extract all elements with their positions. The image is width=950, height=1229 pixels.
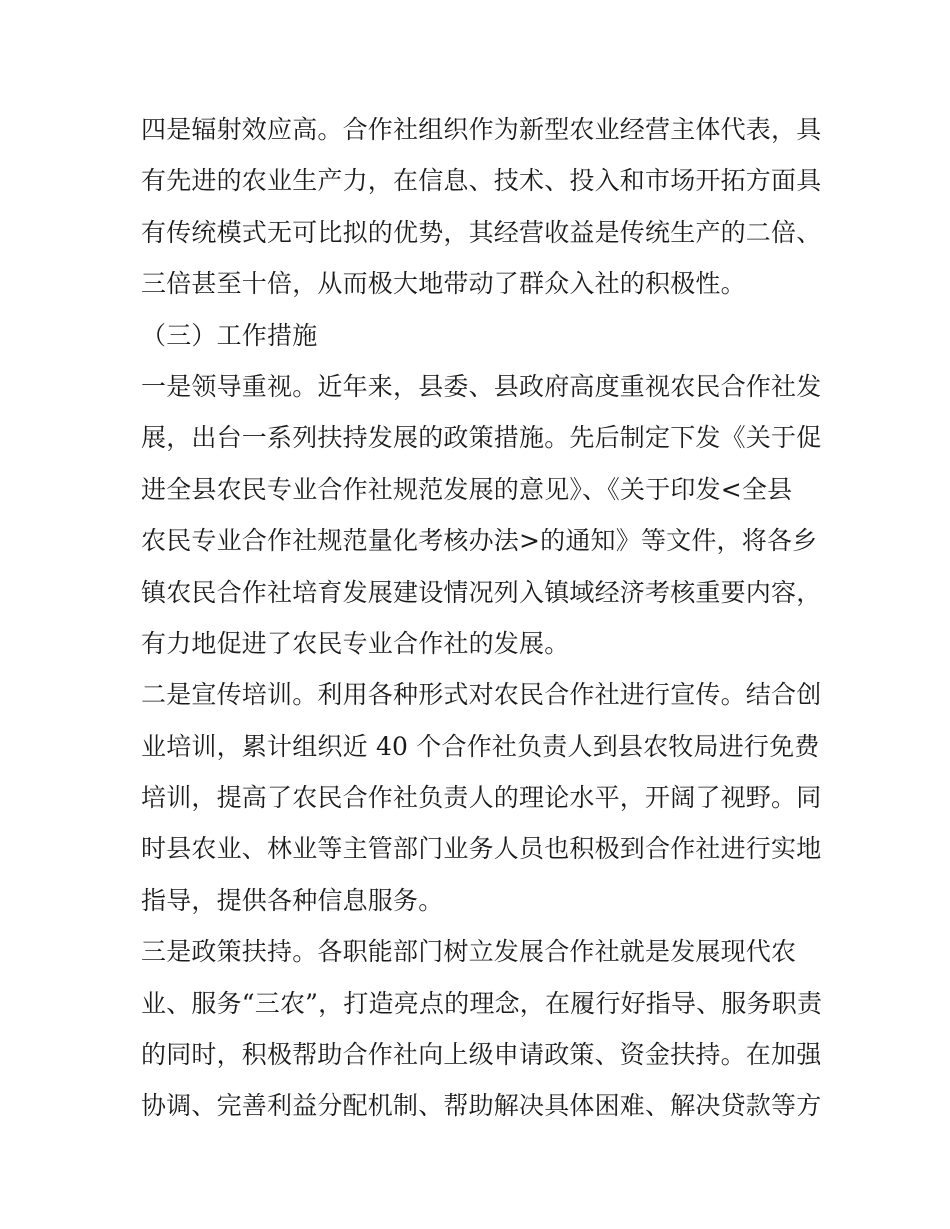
text-line: 农民专业合作社规范量化考核办法>的通知》等文件，将各乡: [141, 526, 818, 556]
text-line: 业、服务“三农”，打造亮点的理念，在履行好指导、服务职责: [141, 988, 823, 1018]
text-line: 指导，提供各种信息服务。: [141, 885, 444, 915]
text-line: 镇农民合作社培育发展建设情况列入镇域经济考核重要内容，: [141, 577, 822, 607]
text-line: 一是领导重视。近年来，县委、县政府高度重视农民合作社发: [141, 371, 822, 401]
text-line: 三倍甚至十倍，从而极大地带动了群众入社的积极性。: [141, 269, 746, 299]
text-line: 展，出台一系列扶持发展的政策措施。先后制定下发《关于促: [141, 423, 822, 453]
text-line: 三是政策扶持。各职能部门树立发展合作社就是发展现代农: [141, 937, 797, 967]
text-line: 有先进的农业生产力，在信息、技术、投入和市场开拓方面具: [141, 166, 822, 196]
section-heading: （三）工作措施: [141, 320, 318, 350]
text-line: 有力地促进了农民专业合作社的发展。: [141, 628, 570, 658]
text-line: 进全县农民专业合作社规范发展的意见》、《关于印发<全县: [141, 474, 793, 504]
text-line: 二是宣传培训。利用各种形式对农民合作社进行宣传。结合创: [141, 680, 822, 710]
text-line: 业培训，累计组织近 40 个合作社负责人到县农牧局进行免费: [141, 731, 820, 761]
text-line: 协调、完善利益分配机制、帮助解决具体困难、解决贷款等方: [141, 1091, 822, 1121]
text-line: 培训，提高了农民合作社负责人的理论水平，开阔了视野。同: [141, 783, 822, 813]
text-line: 的同时，积极帮助合作社向上级申请政策、资金扶持。在加强: [141, 1040, 822, 1070]
text-line: 四是辐射效应高。合作社组织作为新型农业经营主体代表，具: [141, 115, 822, 144]
text-line: 有传统模式无可比拟的优势，其经营收益是传统生产的二倍、: [141, 217, 822, 247]
document-body: [141, 104, 821, 1132]
text-line: 时县农业、林业等主管部门业务人员也积极到合作社进行实地: [141, 834, 822, 864]
